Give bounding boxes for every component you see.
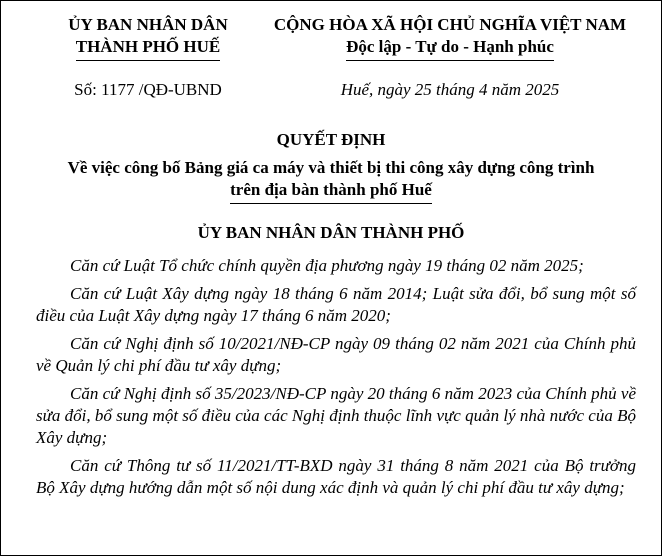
basis-item: Căn cứ Luật Xây dựng ngày 18 tháng 6 năm 2014; Luật sửa đổi, bổ sung một số điều của Luật Xây dựng ngày 17 tháng 6 năm 2020; — [36, 284, 636, 325]
basis-item: Căn cứ Nghị định số 10/2021/NĐ-CP ngày 09 tháng 02 năm 2021 của Chính phủ về Quản lý chi phí đầu tư xây dựng; — [36, 334, 636, 375]
basis-item: Căn cứ Nghị định số 35/2023/NĐ-CP ngày 20 tháng 6 năm 2023 của Chính phủ về sửa đổi, bổ sung một số điều của các Nghị định thuộc lĩnh vực quản lý nhà nước của Bộ Xây dựng; — [36, 384, 636, 447]
document-subject — [0, 157, 662, 204]
basis-item: Căn cứ Luật Tổ chức chính quyền địa phương ngày 19 tháng 02 năm 2025; — [70, 256, 584, 275]
document-number: Số: 1177 /QĐ-UBND — [74, 80, 222, 99]
issuing-agency — [38, 14, 258, 61]
document-title: QUYẾT ĐỊNH — [276, 130, 386, 149]
subject-line-1: Về việc công bố Bảng giá ca máy và thiết bị thi công xây dựng công trình — [67, 158, 595, 177]
legal-basis — [36, 255, 636, 505]
nation-name: CỘNG HÒA XÃ HỘI CHỦ NGHĨA VIỆT NAM — [273, 15, 627, 34]
subject-line-2: trên địa bàn thành phố Huế — [230, 179, 432, 204]
issuing-authority: ỦY BAN NHÂN DÂN THÀNH PHỐ — [197, 223, 465, 242]
national-motto — [262, 14, 638, 61]
agency-city: THÀNH PHỐ HUẾ — [76, 36, 221, 61]
agency-name: ỦY BAN NHÂN DÂN — [68, 15, 228, 34]
place-date: Huế, ngày 25 tháng 4 năm 2025 — [340, 80, 560, 99]
basis-item: Căn cứ Thông tư số 11/2021/TT-BXD ngày 31 tháng 8 năm 2021 của Bộ trưởng Bộ Xây dựng hướng dẫn một số nội dung xác định và quản lý chi phí đầu tư xây dựng; — [36, 456, 636, 497]
motto: Độc lập - Tự do - Hạnh phúc — [346, 36, 554, 61]
